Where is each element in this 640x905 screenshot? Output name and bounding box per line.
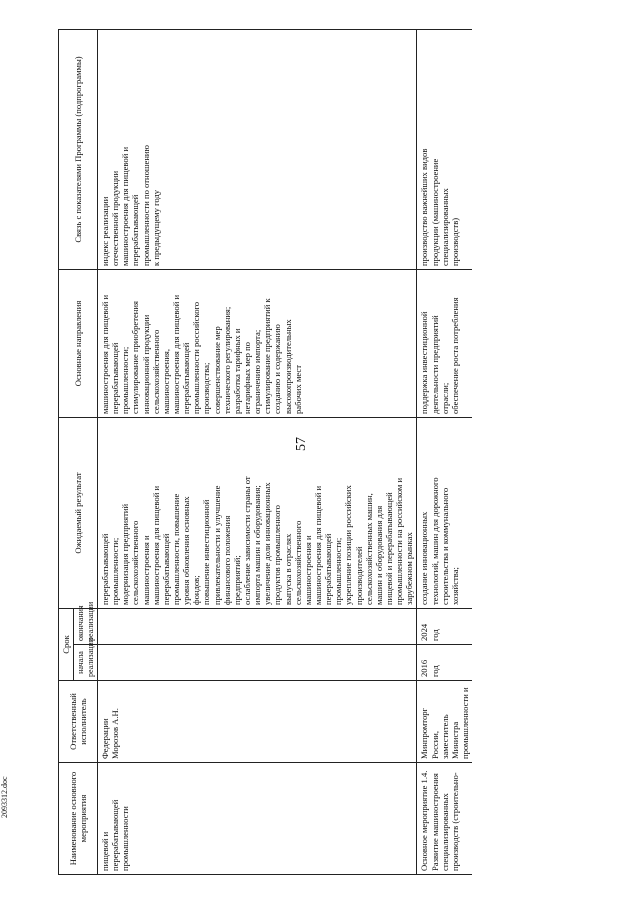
cell-name: пищевой и перерабатывающей промышленности — [98, 763, 417, 875]
header-result: Ожидаемый результат — [59, 417, 98, 608]
page-number: 57 — [294, 437, 309, 451]
table-row — [98, 29, 417, 874]
file-footer: 2093312.doc — [0, 776, 9, 818]
header-executor: Ответственный исполнитель — [59, 681, 98, 763]
header-start: начала реализации — [74, 645, 98, 681]
cell-link: индекс реализации отечественной продукции машиностроения для пищевой и перерабатывающей промышленности по отношению к предыдущему году — [98, 29, 417, 269]
header-directions: Основные направления — [59, 269, 98, 417]
cell-start: 2016 год — [417, 645, 472, 681]
cell-result: перерабатывающей промышленности; модернизация предприятий сельскохозяйственного машиностроения и машиностроения для пищевой и перерабатывающей промышленности, повышение уровня обновления основных фондов; повышение инвестиционной привлекательности и улучшение финансового положения предприятий; ослабление зависимости страны от импорта машин и оборудования; увеличение доли инновационных продуктов промышленного выпуска в отраслях сельскохозяйственного машиностроения и машиностроения для пищевой и перерабатывающей промышленности; укрепление позиции российских производителей сельскохозяйственных машин, машин и оборудования для пищевой и перерабатывающей промышленности на российском и зарубежном рынках — [98, 417, 417, 608]
cell-directions: машиностроения для пищевой и перерабатывающей промышленности; стимулирование приобретения инновационной продукции сельскохозяйственного машиностроения, машиностроения для пищевой и перерабатывающей промышленности российского производства; совершенствование мер технического регулирования; разработка тарифных и нетарифных мер по ограничению импорта; стимулирование предприятий к созданию и содержанию высокопроизводительных рабочих мест — [98, 269, 417, 417]
cell-directions: поддержка инвестиционной деятельности предприятий отрасли; обеспечение роста потребления — [417, 269, 472, 417]
header-link: Связь с показателями Программы (подпрограммы) — [59, 29, 98, 269]
cell-executor: Федерации Морозов А.Н. — [98, 681, 417, 763]
header-row — [59, 29, 74, 874]
header-end: окончания реализации — [74, 608, 98, 644]
table-row — [417, 29, 472, 874]
program-measures-table — [58, 29, 472, 875]
cell-result: создание инновационных технологий, машин для дорожного строительства и коммунального хозяйства; — [417, 417, 472, 608]
header-name: Наименование основного мероприятия — [59, 763, 98, 875]
cell-name: Основное мероприятие 1.4. Развитие машиностроения специализированных производств (строительно- — [417, 763, 472, 875]
cell-executor: Минпромторг России, заместитель Министра промышленности и — [417, 681, 472, 763]
header-term: Срок — [59, 608, 74, 680]
cell-start — [98, 645, 417, 681]
rotated-table-container — [58, 30, 618, 875]
cell-end: 2024 год — [417, 608, 472, 644]
cell-link: производство важнейших видов продукции (машиностроение специализированных производств) — [417, 29, 472, 269]
cell-end — [98, 608, 417, 644]
